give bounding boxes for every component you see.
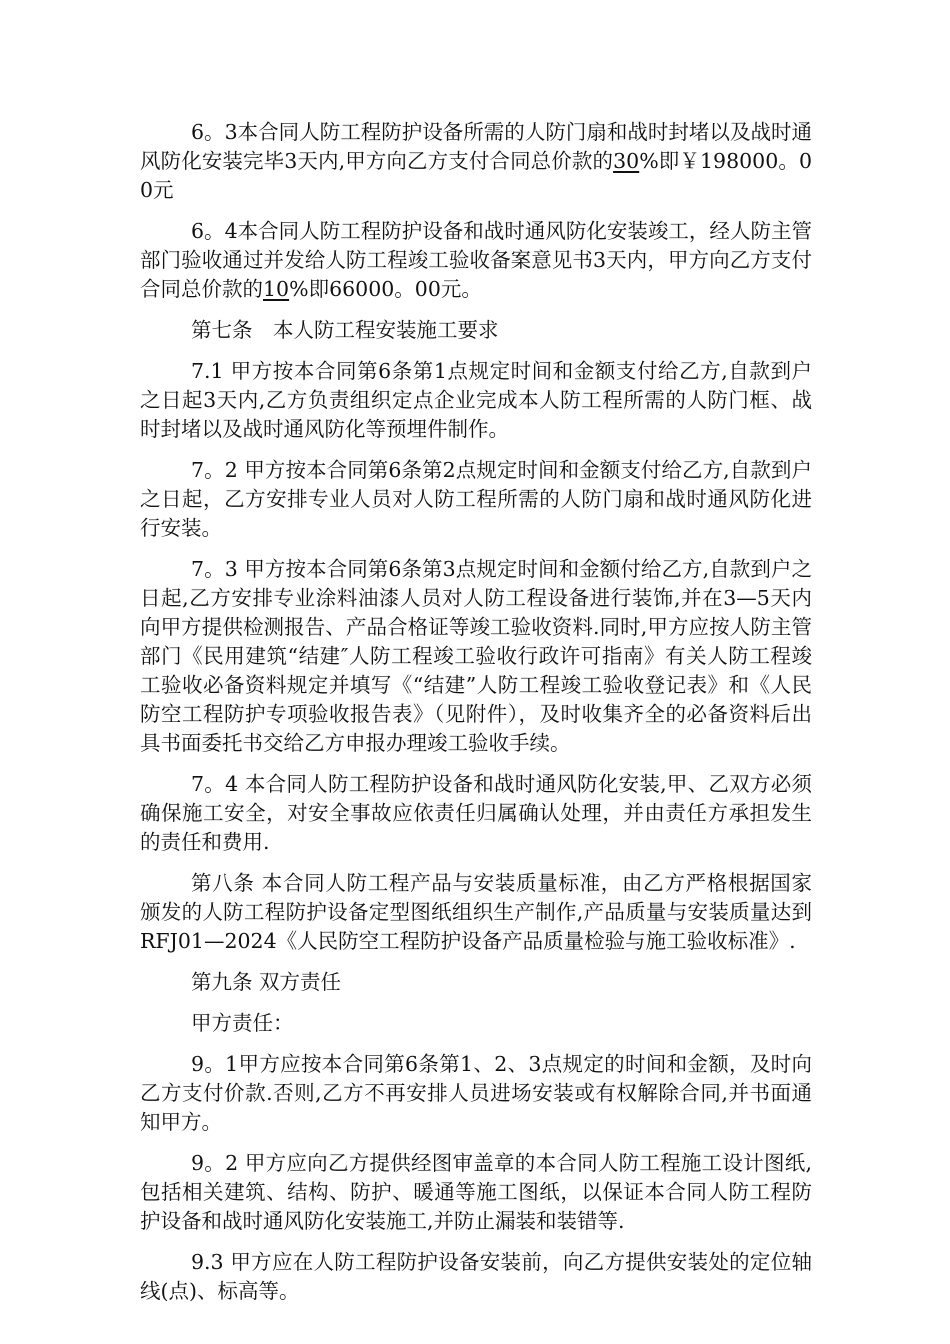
clause-6-4-text: 6。4本合同人防工程防护设备和战时通风防化安装竣工，经人防主管部门验收通过并发给人防工程竣工验收备案意见书3天内，甲方向乙方支付合同总价款的 bbox=[140, 219, 812, 301]
document-body bbox=[140, 118, 812, 1318]
clause-7-1: 7.1 甲方按本合同第6条第1点规定时间和金额支付给乙方,自款到户之日起3天内,乙方负责组织定点企业完成本人防工程所需的人防门框、战时封堵以及战时通风防化等预埋件制作。 bbox=[140, 359, 812, 441]
clause-7-2: 7。2 甲方按本合同第6条第2点规定时间和金额支付给乙方,自款到户之日起，乙方安排专业人员对人防工程所需的人防门扇和战时通风防化进行安装。 bbox=[140, 458, 812, 540]
clause-6-3-percent: 30 bbox=[613, 149, 640, 173]
clause-6-4-percent: 10 bbox=[263, 277, 290, 301]
clause-9-3: 9.3 甲方应在人防工程防护设备安装前，向乙方提供安装处的定位轴线(点)、标高等。 bbox=[140, 1250, 812, 1303]
article-9-heading: 第九条 双方责任 bbox=[191, 970, 342, 994]
clause-6-4 bbox=[140, 217, 812, 304]
clause-9-1: 9。1甲方应按本合同第6条第1、2、3点规定的时间和金额，及时向乙方支付价款.否则,乙方不再安排人员进场安装或有权解除合同,并书面通知甲方。 bbox=[140, 1052, 812, 1134]
article-7-heading: 第七条 本人防工程安装施工要求 bbox=[191, 318, 499, 342]
clause-6-3 bbox=[140, 118, 812, 205]
clause-6-3-text: 6。3本合同人防工程防护设备所需的人防门扇和战时封堵以及战时通风防化安装完毕3天内,甲方向乙方支付合同总价款的 bbox=[140, 120, 812, 173]
clause-7-3: 7。3 甲方按本合同第6条第3点规定时间和金额付给乙方,自款到户之日起,乙方安排专业涂料油漆人员对人防工程设备进行装饰,并在3—5天内向甲方提供检测报告、产品合格证等竣工验收资料.同时,甲方应按人防主管部门《民用建筑“结建″人防工程竣工验收行政许可指南》有关人防工程竣工验收必备资料规定并填写《“结建”人防工程竣工验收登记表》和《人民防空工程防护专项验收报告表》（见附件），及时收集齐全的必备资料后出具书面委托书交给乙方申报办理竣工验收手续。 bbox=[140, 557, 812, 755]
clause-6-3-amount: %即￥198000。00元 bbox=[140, 149, 812, 202]
article-8: 第八条 本合同人防工程产品与安装质量标准，由乙方严格根据国家颁发的人防工程防护设备定型图纸组织生产制作,产品质量与安装质量达到RFJ01—2024《人民防空工程防护设备产品质量检验与施工验收标准》. bbox=[140, 871, 812, 953]
clause-9-2: 9。2 甲方应向乙方提供经图审盖章的本合同人防工程施工设计图纸,包括相关建筑、结构、防护、暖通等施工图纸，以保证本合同人防工程防护设备和战时通风防化安装施工,并防止漏装和装错等. bbox=[140, 1151, 812, 1233]
clause-7-4: 7。4 本合同人防工程防护设备和战时通风防化安装,甲、乙双方必须确保施工安全，对安全事故应依责任归属确认处理，并由责任方承担发生的责任和费用. bbox=[140, 772, 812, 854]
clause-6-4-amount: %即66000。00元。 bbox=[289, 277, 482, 301]
party-a-responsibility-heading: 甲方责任： bbox=[191, 1011, 294, 1035]
